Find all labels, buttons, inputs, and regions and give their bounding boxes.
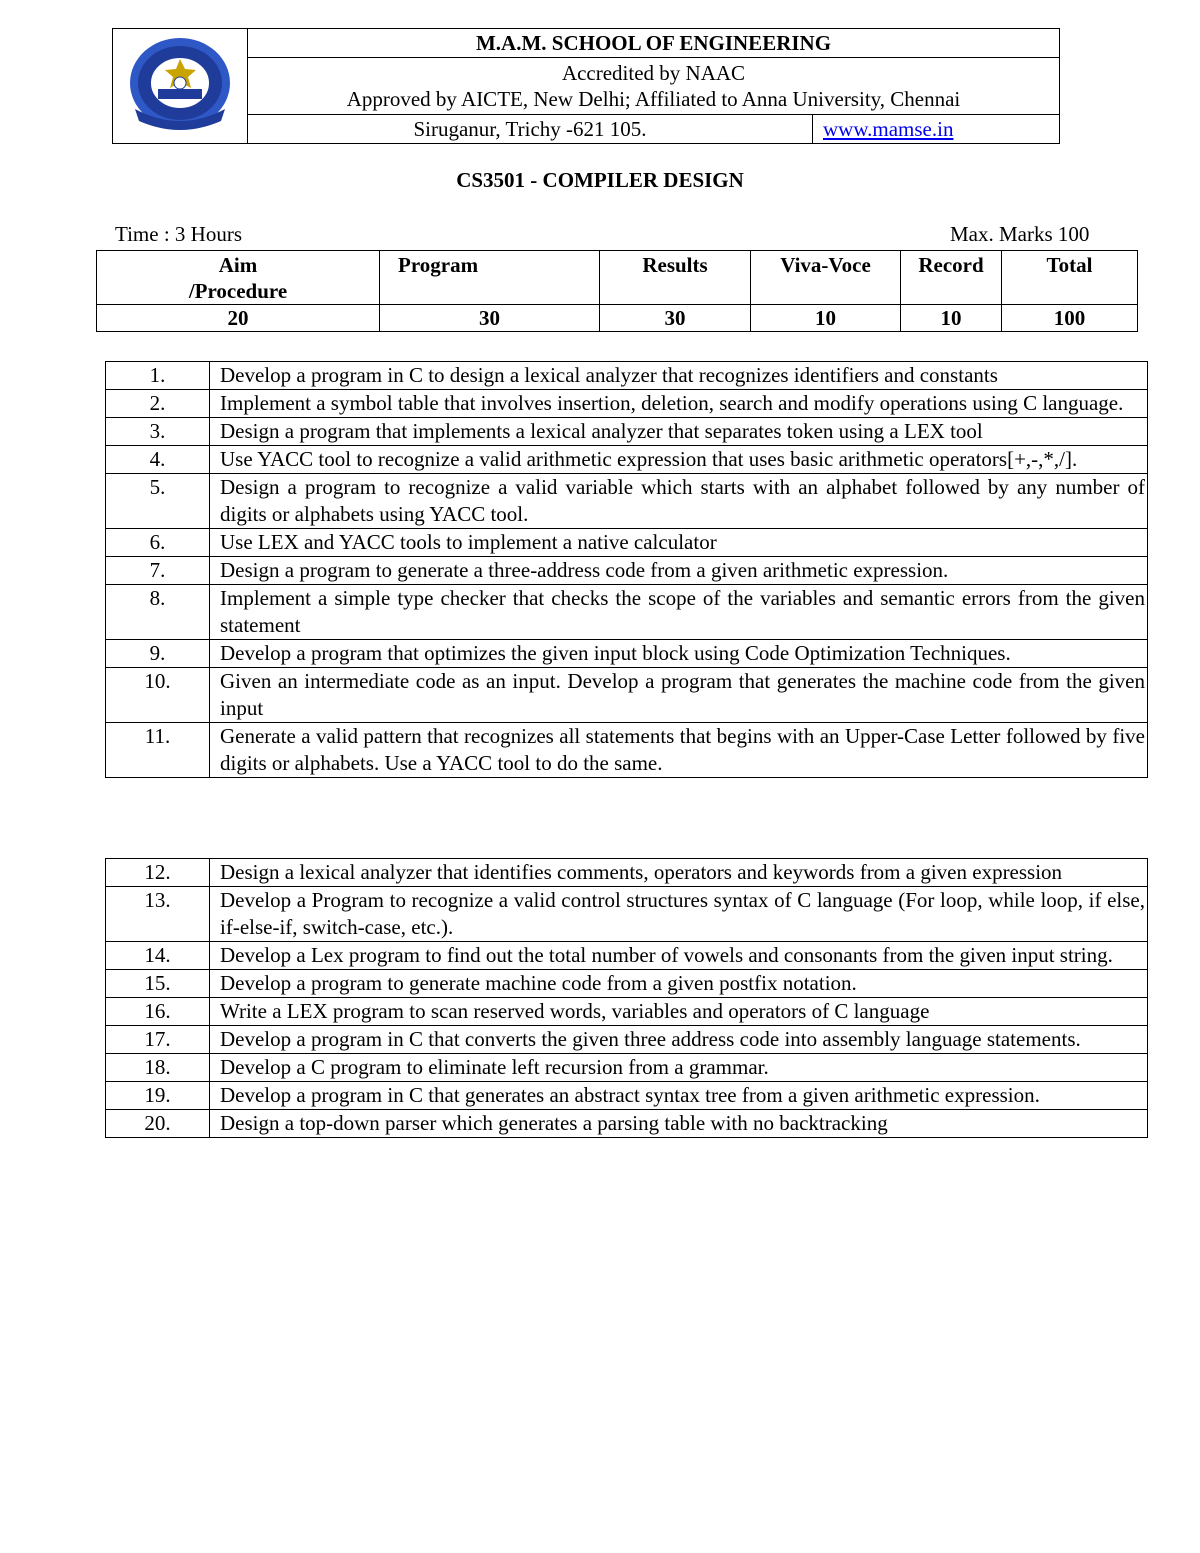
experiment-description: Generate a valid pattern that recognizes all statements that begins with an Upper-Case Letter followed by five digits or alphabets. Use a YACC tool to do the same. <box>210 723 1148 778</box>
marks-value-viva: 10 <box>751 305 901 332</box>
experiment-description: Implement a simple type checker that checks the scope of the variables and semantic errors from the given statement <box>210 585 1148 640</box>
experiment-number: 4. <box>106 446 210 474</box>
college-logo-icon <box>113 29 247 137</box>
experiment-number: 7. <box>106 557 210 585</box>
accreditation-text: Accredited by NAAC <box>561 60 746 85</box>
marks-value-program: 30 <box>380 305 600 332</box>
experiment-row <box>106 1110 1148 1138</box>
experiment-description: Develop a program in C to design a lexical analyzer that recognizes identifiers and constants <box>210 362 1148 390</box>
experiment-row <box>106 887 1148 942</box>
experiment-number: 18. <box>106 1054 210 1082</box>
experiment-number: 11. <box>106 723 210 778</box>
experiment-table-2 <box>105 858 1148 1138</box>
college-name: M.A.M. SCHOOL OF ENGINEERING <box>248 29 1060 58</box>
marks-header-viva: Viva-Voce <box>751 251 901 305</box>
experiment-number: 8. <box>106 585 210 640</box>
experiment-row <box>106 418 1148 446</box>
experiment-description: Use YACC tool to recognize a valid arithmetic expression that uses basic arithmetic operators[+,-,*,/]. <box>210 446 1148 474</box>
experiment-row <box>106 723 1148 778</box>
experiment-row <box>106 859 1148 887</box>
experiment-row <box>106 557 1148 585</box>
experiment-description: Develop a program in C that converts the given three address code into assembly language statements. <box>210 1026 1148 1054</box>
experiment-description: Develop a program to generate machine code from a given postfix notation. <box>210 970 1148 998</box>
experiment-number: 16. <box>106 998 210 1026</box>
marks-header-results: Results <box>600 251 751 305</box>
marks-value-total: 100 <box>1002 305 1138 332</box>
experiment-number: 2. <box>106 390 210 418</box>
marks-value-row <box>97 305 1138 332</box>
experiment-row <box>106 998 1148 1026</box>
experiment-number: 17. <box>106 1026 210 1054</box>
experiment-row <box>106 529 1148 557</box>
experiment-number: 12. <box>106 859 210 887</box>
marks-value-aim: 20 <box>97 305 380 332</box>
marks-header-aim: Aim /Procedure <box>97 251 380 305</box>
marks-value-record: 10 <box>901 305 1002 332</box>
experiment-number: 15. <box>106 970 210 998</box>
experiment-number: 14. <box>106 942 210 970</box>
experiment-description: Given an intermediate code as an input. Develop a program that generates the machine code from the given input <box>210 668 1148 723</box>
college-logo-cell <box>113 29 248 144</box>
experiment-description: Design a program that implements a lexical analyzer that separates token using a LEX tool <box>210 418 1148 446</box>
experiment-row <box>106 942 1148 970</box>
subject-title: CS3501 - COMPILER DESIGN <box>456 168 744 192</box>
experiment-row <box>106 1082 1148 1110</box>
experiment-row <box>106 362 1148 390</box>
college-website-cell[interactable] <box>813 114 1060 143</box>
exam-time: Time : 3 Hours <box>115 222 242 246</box>
experiment-description: Use LEX and YACC tools to implement a native calculator <box>210 529 1148 557</box>
experiment-row <box>106 474 1148 529</box>
experiment-row <box>106 1054 1148 1082</box>
experiment-row <box>106 668 1148 723</box>
experiment-row <box>106 640 1148 668</box>
approval-text: Approved by AICTE, New Delhi; Affiliated to Anna University, Chennai <box>346 86 961 111</box>
experiment-description: Develop a C program to eliminate left recursion from a grammar. <box>210 1054 1148 1082</box>
college-affiliation <box>248 58 1060 115</box>
college-address: Siruganur, Trichy -621 105. <box>248 114 813 143</box>
college-website-link[interactable]: www.mamse.in <box>823 116 954 141</box>
experiment-row <box>106 1026 1148 1054</box>
experiment-number: 6. <box>106 529 210 557</box>
experiment-row <box>106 970 1148 998</box>
experiment-description: Develop a program in C that generates an abstract syntax tree from a given arithmetic expression. <box>210 1082 1148 1110</box>
experiment-description: Develop a Program to recognize a valid control structures syntax of C language (For loop, while loop, if else, if-else-if, switch-case, etc.). <box>210 887 1148 942</box>
experiment-number: 13. <box>106 887 210 942</box>
experiment-number: 20. <box>106 1110 210 1138</box>
marks-table <box>96 250 1138 332</box>
marks-value-results: 30 <box>600 305 751 332</box>
experiment-row <box>106 390 1148 418</box>
experiment-description: Develop a program that optimizes the given input block using Code Optimization Techniques. <box>210 640 1148 668</box>
experiment-description: Design a program to generate a three-address code from a given arithmetic expression. <box>210 557 1148 585</box>
experiment-description: Implement a symbol table that involves insertion, deletion, search and modify operations using C language. <box>210 390 1148 418</box>
experiment-row <box>106 585 1148 640</box>
experiment-number: 1. <box>106 362 210 390</box>
experiment-number: 5. <box>106 474 210 529</box>
marks-header-total: Total <box>1002 251 1138 305</box>
experiment-description: Design a lexical analyzer that identifies comments, operators and keywords from a given expression <box>210 859 1148 887</box>
marks-header-row <box>97 251 1138 305</box>
experiment-description: Design a top-down parser which generates a parsing table with no backtracking <box>210 1110 1148 1138</box>
experiment-number: 10. <box>106 668 210 723</box>
experiment-description: Design a program to recognize a valid variable which starts with an alphabet followed by any number of digits or alphabets using YACC tool. <box>210 474 1148 529</box>
college-header <box>112 28 1060 144</box>
marks-header-program: Program <box>380 251 600 305</box>
experiment-number: 3. <box>106 418 210 446</box>
experiment-table-1 <box>105 361 1148 778</box>
experiment-number: 9. <box>106 640 210 668</box>
experiment-description: Write a LEX program to scan reserved words, variables and operators of C language <box>210 998 1148 1026</box>
max-marks: Max. Marks 100 <box>950 222 1090 246</box>
marks-header-record: Record <box>901 251 1002 305</box>
experiment-number: 19. <box>106 1082 210 1110</box>
experiment-row <box>106 446 1148 474</box>
experiment-description: Develop a Lex program to find out the total number of vowels and consonants from the given input string. <box>210 942 1148 970</box>
